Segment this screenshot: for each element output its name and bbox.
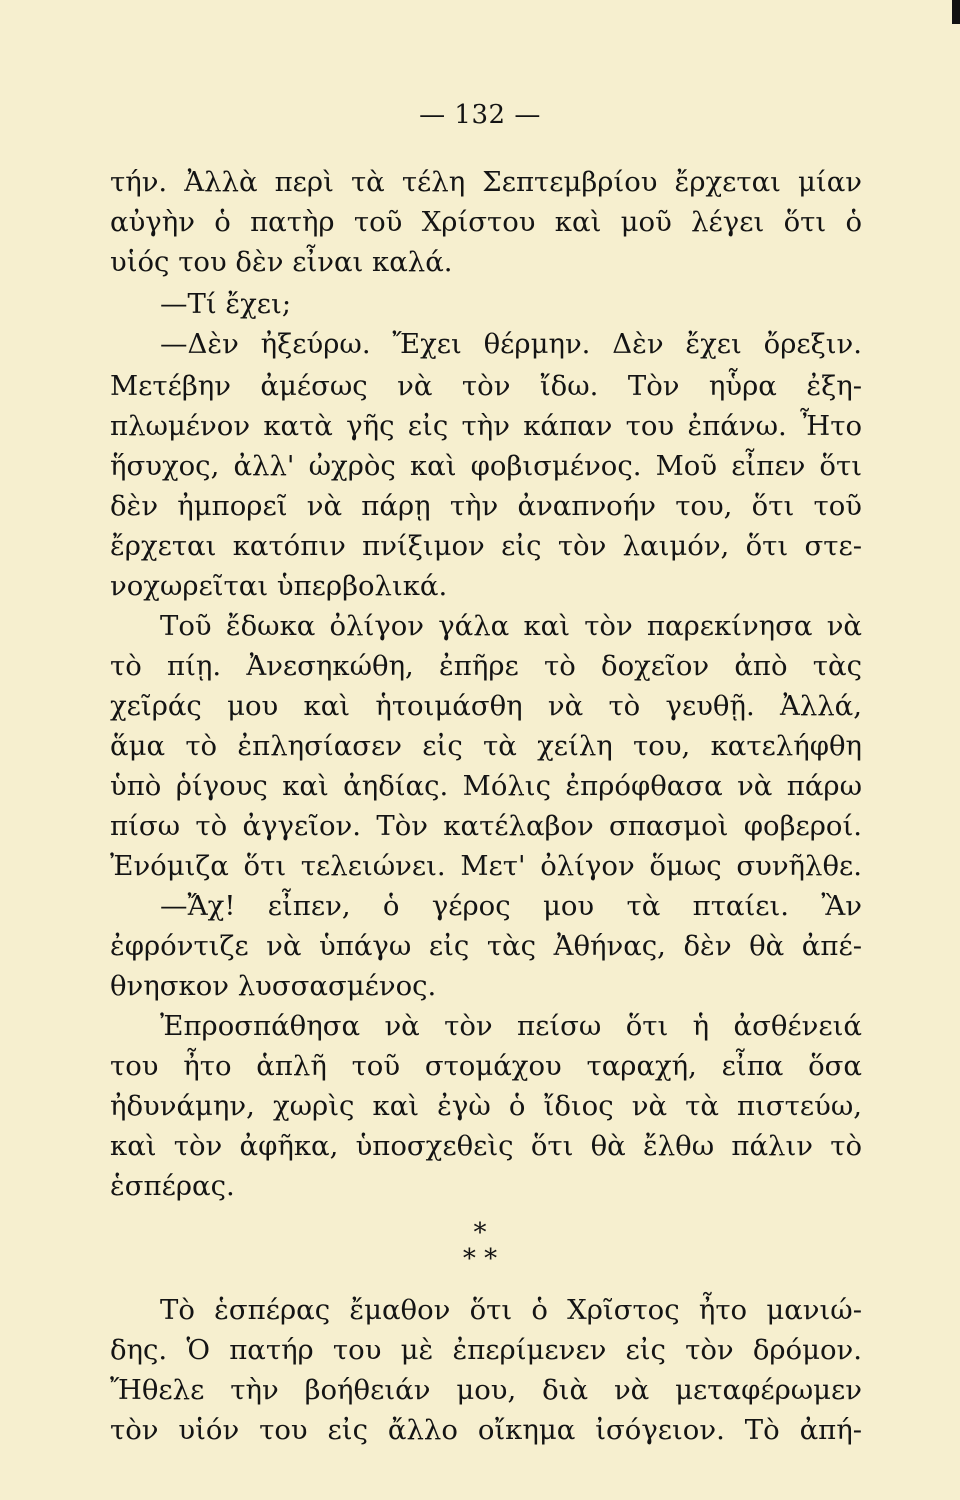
paragraph-start: Τὸ ἑσπέρας ἔμαθον ὅτι ὁ Χρῖστος ἦτο μανιώ- (160, 1294, 862, 1326)
text-line: ὑπὸ ῥίγους καὶ ἀηδίας. Μόλις ἐπρόφθασα νὰ πάρω (110, 770, 862, 802)
text-line: ἠδυνάμην, χωρὶς καὶ ἐγὼ ὁ ἴδιος νὰ τὰ πιστεύω, (110, 1090, 862, 1122)
text-line: αὐγὴν ὁ πατὴρ τοῦ Χρίστου καὶ μοῦ λέγει ὅτι ὁ (110, 206, 862, 238)
text-line: θνησκον λυσσασμένος. (110, 970, 437, 1002)
dialog-line: —Ἄχ! εἶπεν, ὁ γέρος μου τὰ πταίει. Ἂν (160, 890, 862, 922)
dialog-line: —Τί ἔχει; (160, 288, 292, 320)
text-line: του ἦτο ἁπλῆ τοῦ στομάχου ταραχή, εἶπα ὅσα (110, 1050, 862, 1082)
text-line: Ἤθελε τὴν βοήθειάν μου, διὰ νὰ μεταφέρωμεν (110, 1374, 862, 1406)
text-line: Μετέβην ἀμέσως νὰ τὸν ἴδω. Τὸν ηὗρα ἐξη- (110, 370, 862, 402)
text-line: ἥσυχος, ἀλλ' ὠχρὸς καὶ φοβισμένος. Μοῦ εἶπεν ὅτι (110, 450, 862, 482)
section-break-top: * (473, 1218, 487, 1248)
paragraph-start: Τοῦ ἔδωκα ὀλίγον γάλα καὶ τὸν παρεκίνησα νὰ (160, 610, 862, 642)
text-line: ἐφρόντιζε νὰ ὑπάγω εἰς τὰς Ἀθήνας, δὲν θὰ ἀπέ- (110, 930, 862, 962)
text-line: νοχωρεῖται ὑπερβολικά. (110, 570, 448, 602)
text-line: χεῖράς μου καὶ ἡτοιμάσθη νὰ τὸ γευθῇ. Ἀλλά, (110, 690, 862, 722)
text-line: ἑσπέρας. (110, 1170, 235, 1202)
text-line: δης. Ὁ πατήρ του μὲ ἐπερίμενεν εἰς τὸν δρόμον. (110, 1334, 862, 1366)
page-edge-mark (952, 0, 960, 24)
text-line: δὲν ἠμπορεῖ νὰ πάρῃ τὴν ἀναπνοήν του, ὅτι τοῦ (110, 490, 862, 522)
text-line: πίσω τὸ ἀγγεῖον. Τὸν κατέλαβον σπασμοὶ φοβεροί. (110, 810, 862, 842)
text-line: τὸ πίῃ. Ἀνεσηκώθη, ἐπῆρε τὸ δοχεῖον ἀπὸ τὰς (110, 650, 862, 682)
text-line: τὸν υἱόν του εἰς ἄλλο οἴκημα ἰσόγειον. Τὸ ἀπή- (110, 1414, 862, 1446)
text-line: πλωμένον κατὰ γῆς εἰς τὴν κάπαν του ἐπάνω. Ἦτο (110, 410, 862, 442)
text-line: τήν. Ἀλλὰ περὶ τὰ τέλη Σεπτεμβρίου ἔρχεται μίαν (110, 166, 862, 198)
section-break-bottom: * * (462, 1244, 498, 1274)
dialog-line: —Δὲν ἠξεύρω. Ἔχει θέρμην. Δὲν ἔχει ὄρεξιν. (160, 328, 862, 360)
text-line: καὶ τὸν ἀφῆκα, ὑποσχεθεὶς ὅτι θὰ ἔλθω πάλιν τὸ (110, 1130, 862, 1162)
text-line: ἅμα τὸ ἐπλησίασεν εἰς τὰ χείλη του, κατελήφθη (110, 730, 862, 762)
text-line: Ἐνόμιζα ὅτι τελειώνει. Μετ' ὀλίγον ὅμως συνῆλθε. (110, 850, 862, 882)
text-line: ἔρχεται κατόπιν πνίξιμον εἰς τὸν λαιμόν, ὅτι στε- (110, 530, 862, 562)
paragraph-start: Ἐπροσπάθησα νὰ τὸν πείσω ὅτι ἡ ἀσθένειά (160, 1010, 862, 1042)
text-line: υἱός του δὲν εἶναι καλά. (110, 246, 453, 278)
page-number: — 132 — (419, 100, 541, 130)
